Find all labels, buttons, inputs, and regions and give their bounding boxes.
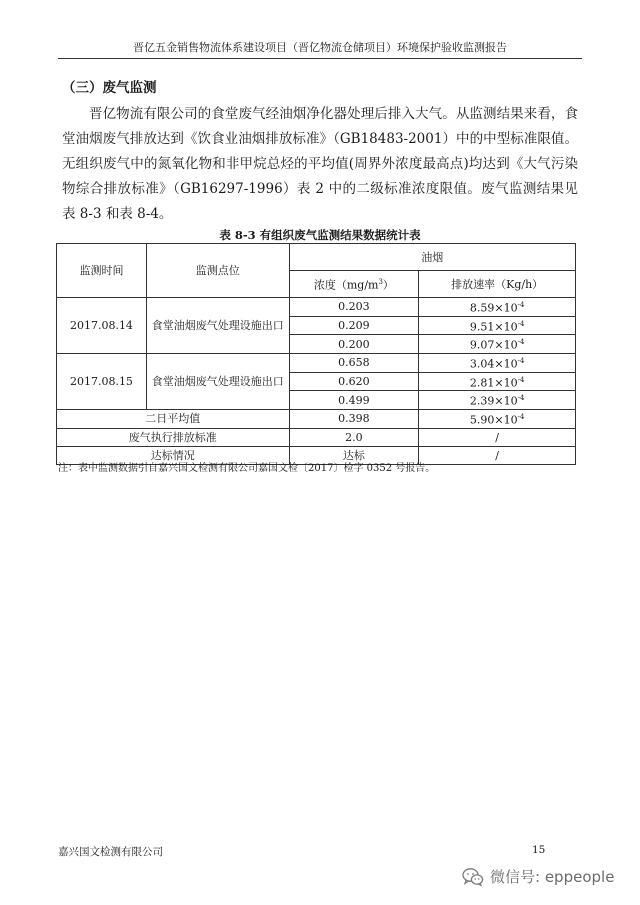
summary-rate: $5.90\times 10^{-4}$: [419, 409, 576, 428]
watermark: [462, 866, 614, 887]
page-header: 晋亿五金销售物流体系建设项目（晋亿物流仓储项目）环境保护验收监测报告: [58, 40, 582, 59]
body-paragraph: 晋亿物流有限公司的食堂废气经油烟净化器处理后排入大气。从监测结果来看，食堂油烟废气排放达到《饮食业油烟排放标准》（GB18483-2001）中的中型标准限值。无组织废气中的氮氧化物和非甲烷总烃的平均值(周界外浓度最高点)均达到《大气污染物综合排放标准》（GB16297-1996）表 2 中的二级标准浓度限值。废气监测结果见表 8-3 和表 8-4。: [62, 106, 578, 222]
header-group: 油烟: [289, 244, 576, 271]
summary-conc: 2.0: [289, 428, 419, 446]
wechat-icon: [462, 867, 484, 887]
conc-cell: 0.200: [289, 335, 419, 354]
conc-cell: 0.620: [289, 372, 419, 391]
point-cell: 食堂油烟废气处理设施出口: [146, 353, 289, 409]
summary-label: 废气执行排放标准: [57, 428, 290, 446]
table-caption: 表 8-3 有组织废气监测结果数据统计表: [219, 228, 421, 242]
conc-cell: 0.658: [289, 353, 419, 372]
summary-row-average: [57, 409, 576, 428]
rate-cell: $3.04\times 10^{-4}$: [419, 353, 576, 372]
date-cell: 2017.08.14: [57, 298, 147, 354]
rate-cell: $2.39\times 10^{-4}$: [419, 391, 576, 410]
date-cell: 2017.08.15: [57, 353, 147, 409]
table-header-row: [57, 244, 576, 271]
header-concentration: 浓度$(mg/m^3)$: [289, 271, 419, 298]
rate-cell: $2.81\times 10^{-4}$: [419, 372, 576, 391]
header-rate: 排放速率（Kg/h）: [419, 271, 576, 298]
conc-cell: 0.209: [289, 316, 419, 335]
summary-rate: /: [419, 446, 576, 464]
summary-conc: 0.398: [289, 409, 419, 428]
header-point: 监测点位: [146, 244, 289, 298]
summary-row-standard: [57, 428, 576, 446]
rate-cell: $9.51\times 10^{-4}$: [419, 316, 576, 335]
point-cell: 食堂油烟废气处理设施出口: [146, 298, 289, 354]
summary-conc: 达标: [289, 446, 419, 464]
footer-company: 嘉兴国文检测有限公司: [58, 846, 163, 858]
table-note: 注：表中监测数据引自嘉兴国文检测有限公司嘉国文检〔2017〕检字 0352 号报告。: [58, 463, 436, 474]
emission-table: [56, 243, 576, 465]
header-time: 监测时间: [57, 244, 147, 298]
summary-label: 二日平均值: [57, 409, 290, 428]
conc-cell: 0.203: [289, 298, 419, 317]
summary-rate: /: [419, 428, 576, 446]
table-row: [57, 353, 576, 372]
rate-cell: $8.59\times 10^{-4}$: [419, 298, 576, 317]
table-row: [57, 298, 576, 317]
watermark-text: 微信号: eppeople: [490, 868, 615, 886]
summary-label: 达标情况: [57, 446, 290, 464]
page-number: 15: [532, 844, 546, 856]
rate-cell: $9.07\times 10^{-4}$: [419, 335, 576, 354]
conc-cell: 0.499: [289, 391, 419, 410]
body-text: [62, 102, 578, 227]
section-title: （三）废气监测: [62, 80, 157, 96]
